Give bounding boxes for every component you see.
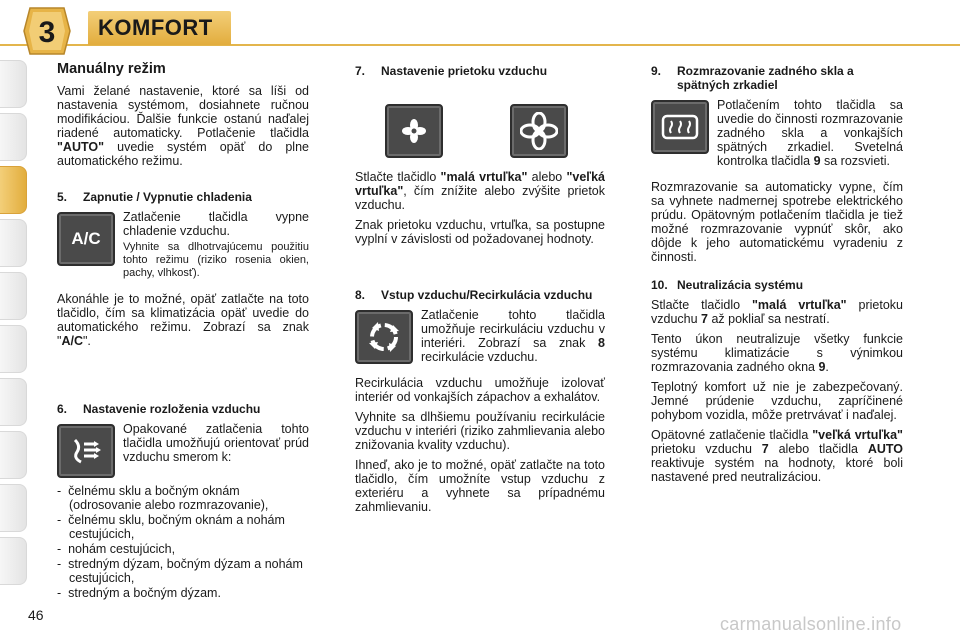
section-7-p2: Znak prietoku vzduchu, vrtuľka, sa postupne vyplní v závislosti od požadovanej hodnoty.: [355, 218, 605, 246]
section-5-title: 5. Zapnutie / Vypnutie chladenia: [57, 190, 252, 204]
rear-defrost-icon: [651, 100, 709, 154]
section-10-title: 10. Neutralizácia systému: [651, 278, 804, 292]
chapter-number-badge: [22, 6, 72, 56]
chapter-tab[interactable]: [0, 60, 27, 108]
section-5-text: Zatlačenie tlačidla vypne chladenie vzduchu.: [123, 210, 309, 238]
section-8-title: 8. Vstup vzduchu/Recirkulácia vzduchu: [355, 288, 593, 302]
ac-button-icon: A/C: [57, 212, 115, 266]
column-2: [355, 56, 605, 520]
section-6-text: Opakované zatlačenia tohto tlačidla umožňujú orientovať prúd vzduchu smerom k:: [123, 422, 309, 464]
section-10-p4: Opätovné zatlačenie tlačidla "veľká vrtuľka" prietoku vzduchu 7 alebo tlačidla AUTO reaktivuje systém na hodnoty, ktoré boli nastavené pred neutralizáciou.: [651, 428, 903, 484]
chapter-tab-active[interactable]: [0, 166, 27, 214]
list-item: - čelnému sklu a bočným oknám (odrosovanie alebo rozmrazovanie),: [57, 484, 269, 512]
page-number: 46: [28, 607, 44, 623]
chapter-tab[interactable]: [0, 378, 27, 426]
list-item: - stredným dýzam, bočným dýzam a nohám cestujúcich,: [57, 557, 303, 585]
chapter-tabs: [0, 60, 30, 590]
section-10-p1: Stlačte tlačidlo "malá vrtuľka" prietoku vzduchu 7 až pokliaľ sa nestratí.: [651, 298, 903, 326]
section-8-text: Zatlačenie tohto tlačidla umožňuje recirkuláciu vzduchu v interiéri. Zobrazí sa znak 8 recirkulácie vzduchu.: [421, 308, 605, 364]
column-3: [651, 56, 903, 490]
large-fan-icon: [510, 104, 568, 158]
chapter-number: 3: [38, 16, 56, 49]
section-8-p2: Vyhnite sa dlhšiemu používaniu recirkulácie vzduchu v interiéri (riziko zahmlievania alebo znižovania kvality vzduchu).: [355, 410, 605, 452]
intro-paragraph: Vami želané nastavenie, ktoré sa líši od nastavenia systémom, dosiahnete ručnou modifikáciou. Ďalšie funkcie ostanú naďalej riadené automaticky. Potlačenie tlačidla "AUTO" uvedie systém opäť do plne automatického režimu.: [57, 84, 309, 168]
section-8-p3: Ihneď, ako je to možné, opäť zatlačte na toto tlačidlo, čím umožníte vstup vzduchu z exteriéru a vyhnete sa prípadnému zahmlievaniu.: [355, 458, 605, 514]
section-10-p3: Teplotný komfort už nie je zabezpečovaný. Jemné prúdenie vzduchu, zapríčinené pohybom vozidla, môže pretrvávať i naďalej.: [651, 380, 903, 422]
chapter-tab[interactable]: [0, 484, 27, 532]
chapter-tab[interactable]: [0, 219, 27, 267]
section-9-text: Potlačením tohto tlačidla sa uvedie do činnosti rozmrazovanie zadného skla a vonkajších spätných zrkadiel. Svetelná kontrolka tlačidla 9 sa rozsvieti.: [717, 98, 903, 168]
section-7-p1: Stlačte tlačidlo "malá vrtuľka" alebo "veľká vrtuľka", čím znížite alebo zvýšite prietok vzduchu.: [355, 170, 605, 212]
section-7-title: 7. Nastavenie prietoku vzduchu: [355, 64, 548, 78]
chapter-tab[interactable]: [0, 113, 27, 161]
air-direction-list: [57, 484, 309, 600]
list-item: - čelnému sklu, bočným oknám a nohám cestujúcich,: [57, 513, 285, 541]
section-8-p1: Recirkulácia vzduchu umožňuje izolovať interiér od vonkajších zápachov a exhalátov.: [355, 376, 605, 404]
chapter-tab[interactable]: [0, 272, 27, 320]
section-heading: Manuálny režim: [57, 61, 166, 77]
chapter-tab[interactable]: [0, 325, 27, 373]
air-distribution-icon: [57, 424, 115, 478]
chapter-title: KOMFORT: [88, 11, 231, 45]
column-1: [57, 56, 309, 601]
list-item: - stredným a bočným dýzam.: [57, 586, 221, 600]
section-10-p2: Tento úkon neutralizuje všetky funkcie systému klimatizácie s výnimkou rozmrazovania zadného okna 9.: [651, 332, 903, 374]
watermark: carmanualsonline.info: [720, 614, 902, 634]
small-fan-icon: [385, 104, 443, 158]
section-6-title: 6. Nastavenie rozloženia vzduchu: [57, 402, 261, 416]
section-9-title: 9. Rozmrazovanie zadného skla a spätných zrkadiel: [651, 64, 854, 92]
chapter-tab[interactable]: [0, 537, 27, 585]
recirculation-icon: [355, 310, 413, 364]
chapter-tab[interactable]: [0, 431, 27, 479]
section-5-note: Vyhnite sa dlhotrvajúcemu použitiu tohto režimu (riziko rosenia okien, pachy, vlhkosť).: [123, 241, 309, 279]
section-5-after: Akonáhle je to možné, opäť zatlačte na toto tlačidlo, čím sa klimatizácia opäť uvedie do automatického režimu. Zobrazí sa znak "A/C".: [57, 292, 309, 348]
section-9-p1: Rozmrazovanie sa automaticky vypne, čím sa vyhnete nadmernej spotrebe elektrického prúdu. Opätovným potlačením tlačidla je tiež možné rozmrazovanie vypnúť skôr, ako dôjde k jeho automatickému vyradeniu z činnosti.: [651, 180, 903, 264]
list-item: - nohám cestujúcich,: [57, 542, 176, 556]
